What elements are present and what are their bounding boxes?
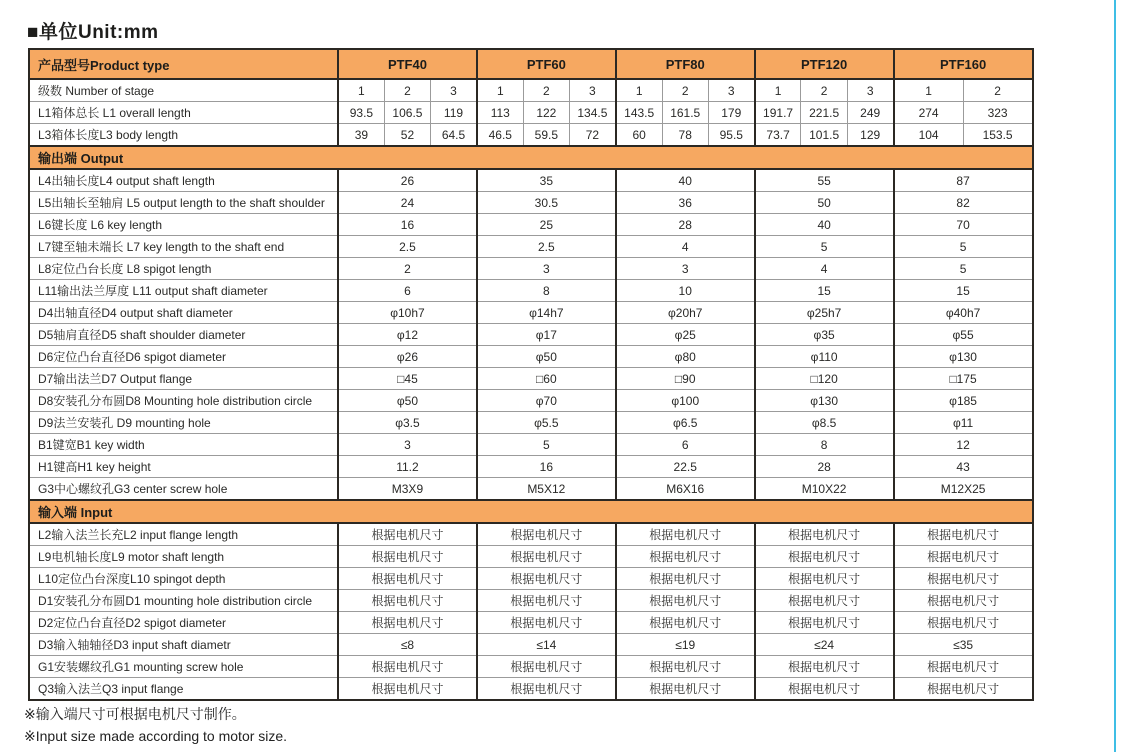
table-row	[29, 324, 1033, 346]
row-label: Q3输入法兰Q3 input flange	[29, 678, 338, 701]
table-cell: 5	[894, 258, 1033, 280]
table-cell: 70	[894, 214, 1033, 236]
table-cell: 8	[755, 434, 894, 456]
row-label: L2输入法兰长充L2 input flange length	[29, 523, 338, 546]
table-cell: 3	[477, 258, 616, 280]
table-cell: 1	[616, 79, 662, 102]
table-cell: 179	[708, 102, 754, 124]
table-cell: φ70	[477, 390, 616, 412]
row-label: L11输出法兰厚度 L11 output shaft diameter	[29, 280, 338, 302]
table-cell: 153.5	[963, 124, 1033, 147]
table-cell: φ80	[616, 346, 755, 368]
table-cell: 根据电机尺寸	[616, 568, 755, 590]
spec-table	[28, 48, 1034, 701]
row-label: H1键高H1 key height	[29, 456, 338, 478]
table-row	[29, 192, 1033, 214]
table-cell: 根据电机尺寸	[616, 678, 755, 701]
table-cell: □120	[755, 368, 894, 390]
table-cell: 36	[616, 192, 755, 214]
table-cell: φ50	[477, 346, 616, 368]
table-cell: 64.5	[431, 124, 477, 147]
table-cell: 2	[662, 79, 708, 102]
table-cell: 191.7	[755, 102, 801, 124]
table-cell: 274	[894, 102, 964, 124]
table-row	[29, 302, 1033, 324]
table-row	[29, 214, 1033, 236]
table-cell: 根据电机尺寸	[477, 568, 616, 590]
table-cell: 39	[338, 124, 384, 147]
table-cell: 2.5	[477, 236, 616, 258]
section-header: 输入端 Input	[29, 500, 1033, 523]
table-cell: 根据电机尺寸	[755, 678, 894, 701]
table-row	[29, 434, 1033, 456]
table-cell: φ25	[616, 324, 755, 346]
table-cell: 根据电机尺寸	[616, 590, 755, 612]
table-cell: 55	[755, 169, 894, 192]
table-cell: 根据电机尺寸	[755, 568, 894, 590]
table-cell: 6	[338, 280, 477, 302]
table-cell: 根据电机尺寸	[894, 523, 1033, 546]
table-cell: 59.5	[523, 124, 569, 147]
table-cell: 5	[894, 236, 1033, 258]
page-title: ■单位Unit:mm	[27, 22, 159, 43]
table-cell: 60	[616, 124, 662, 147]
page-edge-line	[1114, 0, 1116, 752]
row-label: L6键长度 L6 key length	[29, 214, 338, 236]
table-cell: ≤24	[755, 634, 894, 656]
table-row	[29, 678, 1033, 701]
table-cell: 根据电机尺寸	[338, 568, 477, 590]
table-cell: 根据电机尺寸	[477, 656, 616, 678]
table-cell: 10	[616, 280, 755, 302]
table-cell: 72	[569, 124, 615, 147]
table-cell: 11.2	[338, 456, 477, 478]
table-row	[29, 236, 1033, 258]
table-row	[29, 546, 1033, 568]
table-cell: □175	[894, 368, 1033, 390]
table-row	[29, 456, 1033, 478]
table-cell: φ10h7	[338, 302, 477, 324]
row-label: L3箱体长度L3 body length	[29, 124, 338, 147]
row-label: D7输出法兰D7 Output flange	[29, 368, 338, 390]
footnotes	[24, 703, 287, 747]
section-header: 输出端 Output	[29, 146, 1033, 169]
product-column-header: PTF120	[755, 49, 894, 79]
table-cell: 根据电机尺寸	[616, 612, 755, 634]
row-label: L8定位凸台长度 L8 spigot length	[29, 258, 338, 280]
table-cell: M12X25	[894, 478, 1033, 501]
table-row	[29, 634, 1033, 656]
table-cell: 3	[616, 258, 755, 280]
spec-table-head	[29, 49, 1033, 79]
table-cell: 87	[894, 169, 1033, 192]
row-label: G1安装螺纹孔G1 mounting screw hole	[29, 656, 338, 678]
table-cell: 24	[338, 192, 477, 214]
table-cell: φ130	[894, 346, 1033, 368]
table-cell: □90	[616, 368, 755, 390]
table-cell: ≤8	[338, 634, 477, 656]
table-cell: ≤35	[894, 634, 1033, 656]
table-cell: 143.5	[616, 102, 662, 124]
table-cell: 4	[616, 236, 755, 258]
table-cell: φ3.5	[338, 412, 477, 434]
footnote-cn: ※输入端尺寸可根据电机尺寸制作。	[24, 706, 246, 722]
table-cell: φ40h7	[894, 302, 1033, 324]
table-row	[29, 590, 1033, 612]
table-row	[29, 656, 1033, 678]
table-cell: φ25h7	[755, 302, 894, 324]
table-cell: 2	[523, 79, 569, 102]
table-cell: 3	[431, 79, 477, 102]
table-cell: 3	[338, 434, 477, 456]
table-cell: 根据电机尺寸	[338, 656, 477, 678]
table-cell: φ14h7	[477, 302, 616, 324]
table-cell: 根据电机尺寸	[338, 546, 477, 568]
table-cell: 15	[894, 280, 1033, 302]
table-cell: M3X9	[338, 478, 477, 501]
row-label: D5轴肩直径D5 shaft shoulder diameter	[29, 324, 338, 346]
table-cell: 2	[338, 258, 477, 280]
table-cell: 28	[616, 214, 755, 236]
table-row	[29, 390, 1033, 412]
table-cell: 根据电机尺寸	[894, 612, 1033, 634]
table-cell: 122	[523, 102, 569, 124]
row-label: D1安装孔分布圆D1 mounting hole distribution circle	[29, 590, 338, 612]
row-label: D3输入轴轴径D3 input shaft diametr	[29, 634, 338, 656]
table-row	[29, 523, 1033, 546]
table-cell: 106.5	[384, 102, 430, 124]
row-label: D9法兰安装孔 D9 mounting hole	[29, 412, 338, 434]
table-cell: M10X22	[755, 478, 894, 501]
table-cell: 根据电机尺寸	[477, 546, 616, 568]
row-label: D8安装孔分布圆D8 Mounting hole distribution circle	[29, 390, 338, 412]
table-cell: 根据电机尺寸	[616, 656, 755, 678]
table-row	[29, 346, 1033, 368]
table-cell: 221.5	[801, 102, 847, 124]
row-label: L7键至轴未端长 L7 key length to the shaft end	[29, 236, 338, 258]
table-cell: 40	[755, 214, 894, 236]
table-cell: 101.5	[801, 124, 847, 147]
table-cell: 根据电机尺寸	[477, 678, 616, 701]
table-cell: □60	[477, 368, 616, 390]
table-cell: 根据电机尺寸	[755, 656, 894, 678]
table-cell: 根据电机尺寸	[894, 568, 1033, 590]
table-cell: 50	[755, 192, 894, 214]
product-column-header: PTF80	[616, 49, 755, 79]
product-column-header: PTF40	[338, 49, 477, 79]
footnote-en: ※Input size made according to motor size.	[24, 728, 288, 744]
table-cell: 根据电机尺寸	[894, 678, 1033, 701]
table-cell: φ11	[894, 412, 1033, 434]
table-cell: 26	[338, 169, 477, 192]
table-cell: φ110	[755, 346, 894, 368]
table-cell: φ5.5	[477, 412, 616, 434]
row-label: L5出轴长至轴肩 L5 output length to the shaft shoulder	[29, 192, 338, 214]
table-cell: 根据电机尺寸	[616, 523, 755, 546]
table-cell: ≤14	[477, 634, 616, 656]
table-cell: 2.5	[338, 236, 477, 258]
table-cell: 129	[847, 124, 893, 147]
table-cell: 根据电机尺寸	[894, 656, 1033, 678]
table-cell: 根据电机尺寸	[477, 523, 616, 546]
table-cell: 2	[801, 79, 847, 102]
table-cell: 3	[847, 79, 893, 102]
table-cell: 4	[755, 258, 894, 280]
table-row	[29, 124, 1033, 147]
table-cell: 52	[384, 124, 430, 147]
table-cell: 28	[755, 456, 894, 478]
table-cell: φ20h7	[616, 302, 755, 324]
table-cell: M6X16	[616, 478, 755, 501]
table-cell: 249	[847, 102, 893, 124]
table-cell: 78	[662, 124, 708, 147]
table-cell: 119	[431, 102, 477, 124]
table-cell: φ100	[616, 390, 755, 412]
table-cell: 根据电机尺寸	[477, 612, 616, 634]
table-cell: 3	[569, 79, 615, 102]
table-cell: 73.7	[755, 124, 801, 147]
table-cell: 323	[963, 102, 1033, 124]
table-cell: φ130	[755, 390, 894, 412]
table-cell: 5	[755, 236, 894, 258]
table-row	[29, 102, 1033, 124]
product-column-header: PTF60	[477, 49, 616, 79]
table-cell: φ17	[477, 324, 616, 346]
table-row	[29, 169, 1033, 192]
table-cell: 113	[477, 102, 523, 124]
table-row	[29, 500, 1033, 523]
table-cell: 15	[755, 280, 894, 302]
row-label: G3中心螺纹孔G3 center screw hole	[29, 478, 338, 501]
row-label: L10定位凸台深度L10 spingot depth	[29, 568, 338, 590]
table-row	[29, 146, 1033, 169]
table-row	[29, 568, 1033, 590]
row-label: L4出轴长度L4 output shaft length	[29, 169, 338, 192]
row-label: L1箱体总长 L1 overall length	[29, 102, 338, 124]
table-row	[29, 79, 1033, 102]
table-cell: 161.5	[662, 102, 708, 124]
table-cell: 3	[708, 79, 754, 102]
table-cell: 1	[894, 79, 964, 102]
table-cell: 134.5	[569, 102, 615, 124]
table-cell: 根据电机尺寸	[755, 612, 894, 634]
table-cell: 82	[894, 192, 1033, 214]
table-row	[29, 412, 1033, 434]
table-cell: φ26	[338, 346, 477, 368]
table-cell: 104	[894, 124, 964, 147]
table-cell: 35	[477, 169, 616, 192]
row-label: D2定位凸台直径D2 spigot diameter	[29, 612, 338, 634]
row-label: B1键宽B1 key width	[29, 434, 338, 456]
table-cell: 93.5	[338, 102, 384, 124]
table-cell: φ50	[338, 390, 477, 412]
table-cell: 16	[477, 456, 616, 478]
table-cell: 1	[338, 79, 384, 102]
table-cell: φ8.5	[755, 412, 894, 434]
table-cell: 25	[477, 214, 616, 236]
table-cell: 30.5	[477, 192, 616, 214]
table-cell: 16	[338, 214, 477, 236]
table-cell: 根据电机尺寸	[894, 546, 1033, 568]
table-cell: 2	[384, 79, 430, 102]
table-cell: 根据电机尺寸	[894, 590, 1033, 612]
table-cell: 2	[963, 79, 1033, 102]
table-cell: 根据电机尺寸	[755, 523, 894, 546]
table-cell: 40	[616, 169, 755, 192]
table-cell: φ6.5	[616, 412, 755, 434]
table-cell: 根据电机尺寸	[477, 590, 616, 612]
spec-table-body	[29, 79, 1033, 700]
table-cell: 43	[894, 456, 1033, 478]
table-cell: 根据电机尺寸	[338, 612, 477, 634]
table-cell: M5X12	[477, 478, 616, 501]
table-cell: 46.5	[477, 124, 523, 147]
row-label: D6定位凸台直径D6 spigot diameter	[29, 346, 338, 368]
table-cell: □45	[338, 368, 477, 390]
table-cell: φ55	[894, 324, 1033, 346]
table-cell: 根据电机尺寸	[755, 590, 894, 612]
table-row	[29, 280, 1033, 302]
table-cell: 根据电机尺寸	[338, 678, 477, 701]
row-label: 级数 Number of stage	[29, 79, 338, 102]
table-cell: 12	[894, 434, 1033, 456]
table-cell: 根据电机尺寸	[616, 546, 755, 568]
table-cell: 5	[477, 434, 616, 456]
row-label: D4出轴直径D4 output shaft diameter	[29, 302, 338, 324]
table-cell: φ12	[338, 324, 477, 346]
table-cell: 根据电机尺寸	[338, 523, 477, 546]
table-cell: 22.5	[616, 456, 755, 478]
table-cell: φ35	[755, 324, 894, 346]
table-row	[29, 478, 1033, 501]
table-row	[29, 368, 1033, 390]
table-cell: 1	[477, 79, 523, 102]
table-cell: 8	[477, 280, 616, 302]
table-cell: φ185	[894, 390, 1033, 412]
product-type-header: 产品型号Product type	[29, 49, 338, 79]
product-column-header: PTF160	[894, 49, 1033, 79]
table-row	[29, 258, 1033, 280]
table-row	[29, 612, 1033, 634]
table-cell: 根据电机尺寸	[755, 546, 894, 568]
table-cell: ≤19	[616, 634, 755, 656]
table-cell: 1	[755, 79, 801, 102]
row-label: L9电机轴长度L9 motor shaft length	[29, 546, 338, 568]
table-cell: 95.5	[708, 124, 754, 147]
table-cell: 6	[616, 434, 755, 456]
table-cell: 根据电机尺寸	[338, 590, 477, 612]
